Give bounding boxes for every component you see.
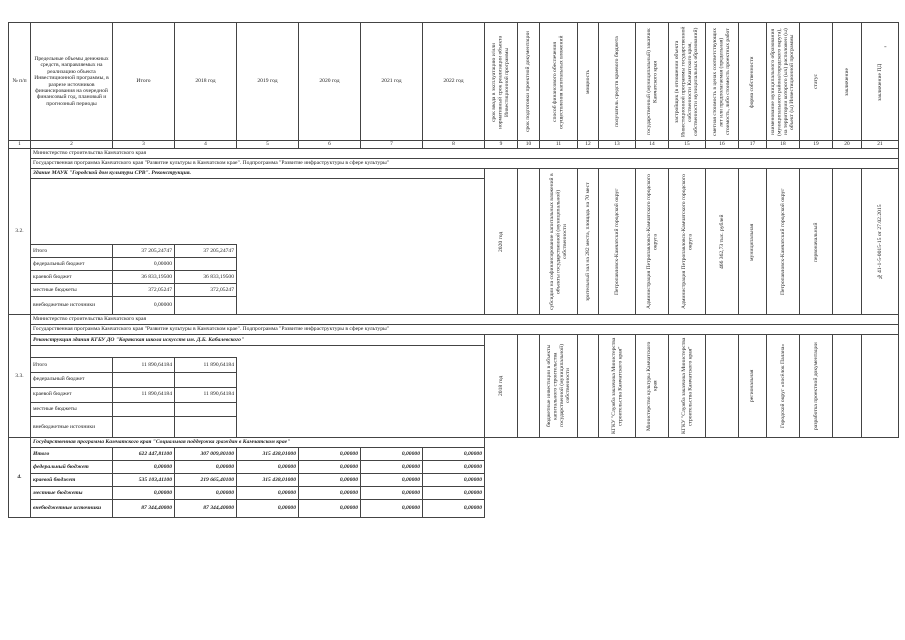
budget-recipient-text: КГКУ "Служба заказчика Министерства строительства Камчатского края" <box>610 337 623 435</box>
investment-program-table-sheet <box>8 22 898 570</box>
header-col21-text: заключение ПД <box>876 62 883 101</box>
design-conclusion <box>862 169 899 315</box>
row-number: 4. <box>9 438 31 518</box>
estimated-cost <box>706 169 739 315</box>
funding-total <box>113 402 175 417</box>
funding-total <box>113 417 175 438</box>
funding-total: 37 205,24747 <box>113 245 175 258</box>
funding-2018: 307 009,80100 <box>175 448 237 461</box>
header-col1: № п/п <box>9 23 31 141</box>
status-text: разработка проектной документации <box>812 342 819 430</box>
funding-source: внебюджетные источники <box>31 297 113 315</box>
status <box>800 169 833 315</box>
header-col15 <box>669 23 706 141</box>
header-col11 <box>540 23 578 141</box>
header-col12 <box>578 23 599 141</box>
margin-mark: - <box>884 42 887 51</box>
funding-total: 11 890,64184 <box>113 387 175 402</box>
blank-cell <box>423 346 485 357</box>
funding-2020: 0,00000 <box>299 487 361 500</box>
municipality <box>767 169 800 315</box>
funding-2020: 0,00000 <box>299 474 361 487</box>
blank-cell <box>237 179 299 245</box>
funding-2018 <box>175 417 237 438</box>
budget-recipient <box>599 335 636 438</box>
program-title: Государственная программа Камчатского края "Развитие культуры в Камчатском крае". Подпрограмма "Развитие инфраструктуры в сфере культуры" <box>31 159 899 169</box>
header-row <box>9 23 899 141</box>
funding-source: федеральный бюджет <box>31 461 113 474</box>
header-col17-text: форма собственности <box>749 55 756 108</box>
funding-2020: 0,00000 <box>299 461 361 474</box>
blank-cell <box>299 179 361 245</box>
blank-cell <box>237 346 299 357</box>
blank-cell <box>113 179 175 245</box>
header-col16 <box>706 23 739 141</box>
funding-2018: 36 833,19500 <box>175 271 237 284</box>
funding-2018: 11 890,64184 <box>175 387 237 402</box>
commission-year <box>485 169 518 315</box>
column-number: 16 <box>706 141 739 149</box>
header-col17 <box>739 23 767 141</box>
blank-cell <box>423 179 485 245</box>
header-col8: 2022 год <box>423 23 485 141</box>
funding-2018: 219 665,40100 <box>175 474 237 487</box>
funding-total: 0,00000 <box>113 258 175 271</box>
commission-year-text: 2020 год <box>497 231 504 252</box>
ministry-title: Министерство строительства Камчатского края <box>31 149 899 159</box>
funding-2021: 0,00000 <box>361 474 423 487</box>
municipality-text: Петропавловск-Камчатский городской округ <box>779 188 786 295</box>
budget-recipient <box>599 169 636 315</box>
funding-source: местные бюджеты <box>31 487 113 500</box>
column-number: 11 <box>540 141 578 149</box>
object-title: Здание МАУК "Городской дом культуры СРВ". Реконструкция. <box>31 169 485 179</box>
funding-source: местные бюджеты <box>31 284 113 297</box>
column-number: 8 <box>423 141 485 149</box>
financing-method <box>540 169 578 315</box>
blank-cell <box>175 346 237 357</box>
funding-2018 <box>175 402 237 417</box>
funding-source: краевой бюджет <box>31 387 113 402</box>
program-row <box>9 325 899 335</box>
header-col6: 2020 год <box>299 23 361 141</box>
object-row <box>9 169 899 179</box>
capacity-text: зрительный зал на 282 места, площадь на 70 мест <box>584 182 591 301</box>
budget-recipient-text: Петропавловск-Камчатский городской округ <box>613 188 620 295</box>
program-title: Государственная программа Камчатского края "Социальная поддержка граждан в Камчатском крае" <box>31 438 485 448</box>
blank-cell <box>237 387 485 402</box>
blank-cell <box>237 284 485 297</box>
funding-2018 <box>175 297 237 315</box>
status <box>800 335 833 438</box>
program-row <box>9 159 899 169</box>
column-number: 15 <box>669 141 706 149</box>
blank-cell <box>237 258 485 271</box>
ownership-form-text: региональная <box>749 369 756 403</box>
header-col4: 2018 год <box>175 23 237 141</box>
column-number: 1 <box>9 141 31 149</box>
column-number: 5 <box>237 141 299 149</box>
ministry-row <box>9 149 899 159</box>
funding-source: Итого <box>31 448 113 461</box>
column-number: 7 <box>361 141 423 149</box>
header-col2: Предельные объемы денежных средств, направляемых на реализацию объекта Инвестиционной программы, в разрезе источников финансирования на очередной финансовый год, плановый и прогнозный периоды <box>31 23 113 141</box>
header-col9 <box>485 23 518 141</box>
funding-source: краевой бюджет <box>31 271 113 284</box>
funding-2018: 0,00000 <box>175 487 237 500</box>
municipality <box>767 335 800 438</box>
funding-2019: 315 438,01000 <box>237 448 299 461</box>
column-number: 3 <box>113 141 175 149</box>
header-col13 <box>599 23 636 141</box>
column-number: 12 <box>578 141 599 149</box>
design-conclusion <box>862 335 899 438</box>
column-number: 6 <box>299 141 361 149</box>
funding-source: федеральный бюджет <box>31 372 113 387</box>
column-number: 10 <box>518 141 540 149</box>
funding-2018: 372,05247 <box>175 284 237 297</box>
header-col18 <box>767 23 800 141</box>
ownership-form <box>739 169 767 315</box>
funding-2019: 0,00000 <box>237 487 299 500</box>
financing-method <box>540 335 578 438</box>
customer <box>636 335 669 438</box>
column-number: 21 <box>862 141 899 149</box>
funding-source: местные бюджеты <box>31 402 113 417</box>
developer <box>669 169 706 315</box>
capacity <box>578 169 599 315</box>
developer-text: Администрация Петропавловск-Камчатского городского округа <box>680 174 693 309</box>
header-col10 <box>518 23 540 141</box>
funding-2022: 0,00000 <box>423 474 485 487</box>
blank-cell <box>299 346 361 357</box>
blank-area <box>485 438 899 518</box>
funding-2019: 0,00000 <box>237 500 299 518</box>
column-number: 9 <box>485 141 518 149</box>
funding-total: 11 890,64184 <box>113 357 175 372</box>
header-col7: 2021 год <box>361 23 423 141</box>
header-col18-text: наименование муниципального образования (муниципального района/городского округа), на территории которого (ых) расположен (ы) объект (ы) Инвестиционной программы <box>770 27 796 136</box>
header-col20-text: заключение <box>843 67 850 96</box>
column-number: 2 <box>31 141 113 149</box>
column-number: 4 <box>175 141 237 149</box>
funding-2018: 0,00000 <box>175 461 237 474</box>
funding-2022: 0,00000 <box>423 461 485 474</box>
header-col9-text: срок ввода в эксплуатацию и/или нормативный срок реализации объекта Инвестиционной программы <box>491 35 511 129</box>
capacity <box>578 335 599 438</box>
funding-source: Итого <box>31 245 113 258</box>
column-number: 18 <box>767 141 800 149</box>
funding-source: краевой бюджет <box>31 474 113 487</box>
conclusion <box>833 335 862 438</box>
header-col5: 2019 год <box>237 23 299 141</box>
blank-cell <box>237 372 485 387</box>
funding-2020: 0,00000 <box>299 448 361 461</box>
ownership-form <box>739 335 767 438</box>
funding-2018: 11 890,64184 <box>175 357 237 372</box>
header-col3: Итого <box>113 23 175 141</box>
program-row <box>9 438 899 448</box>
funding-total: 0,00000 <box>113 461 175 474</box>
funding-2018: 87 344,40000 <box>175 500 237 518</box>
blank-cell <box>31 179 113 245</box>
funding-2018 <box>175 372 237 387</box>
estimated-cost-text: 466 362,73 тыс. рублей <box>718 214 725 269</box>
object-title: Реконструкция здания КГБУ ДО "Корякская школа искусств им. Д.Б. Кабалевского" <box>31 335 485 346</box>
funding-2021: 0,00000 <box>361 448 423 461</box>
column-number-row <box>9 141 899 149</box>
status-text: первоначальный <box>812 221 819 262</box>
commission-year-text: 2018 год <box>497 375 504 397</box>
conclusion <box>833 169 862 315</box>
funding-total <box>113 372 175 387</box>
customer-text: Администрация Петропавловск-Камчатского городского округа <box>645 174 658 309</box>
funding-total: 36 833,19500 <box>113 271 175 284</box>
estimated-cost <box>706 335 739 438</box>
column-number: 17 <box>739 141 767 149</box>
ministry-row <box>9 315 899 325</box>
funding-total: 87 344,40000 <box>113 500 175 518</box>
blank-cell <box>237 357 485 372</box>
municipality-text: Городской округ «посёлок Палана» <box>779 343 786 429</box>
header-col19 <box>800 23 833 141</box>
header-col11-text: способ финансового обеспечения осуществления капитальных вложений <box>552 34 565 129</box>
developer-text: КГКУ "Служба заказчика Министерства строительства Камчатского края" <box>680 337 693 435</box>
blank-cell <box>31 346 113 357</box>
design-deadline <box>518 335 540 438</box>
design-deadline <box>518 169 540 315</box>
funding-2019: 315 438,01000 <box>237 474 299 487</box>
funding-2022: 0,00000 <box>423 487 485 500</box>
funding-source: внебюджетные источники <box>31 500 113 518</box>
blank-cell <box>361 346 423 357</box>
funding-total: 622 447,81100 <box>113 448 175 461</box>
header-col14-text: государственный (муниципальный) заказчик Камчатского края <box>645 28 658 135</box>
blank-cell <box>237 297 485 315</box>
investment-program-table <box>8 22 899 518</box>
funding-total: 372,05247 <box>113 284 175 297</box>
financing-method-text: субсидии на софинансирование капитальных вложений в объекты государственной (муниципальной) собственности <box>548 173 568 310</box>
header-col16-text: сметная стоимость в ценах соответствующих лет или предполагаемая (предельная) стоимость, либо стоимость проектных работ <box>712 27 732 136</box>
header-col13-text: получатель средств краевого бюджета <box>613 36 620 127</box>
funding-source: Итого <box>31 357 113 372</box>
funding-2018: 37 205,24747 <box>175 245 237 258</box>
header-col19-text: статус <box>812 74 819 89</box>
blank-cell <box>361 179 423 245</box>
funding-2018 <box>175 258 237 271</box>
funding-2021: 0,00000 <box>361 487 423 500</box>
funding-2019: 0,00000 <box>237 461 299 474</box>
blank-cell <box>237 245 485 258</box>
funding-total: 0,00000 <box>113 487 175 500</box>
customer-text: Министерство культуры Камчатского края <box>645 341 658 431</box>
blank-cell <box>237 417 485 438</box>
column-number: 20 <box>833 141 862 149</box>
ownership-form-text: муниципальная <box>749 222 756 261</box>
funding-source: внебюджетные источники <box>31 417 113 438</box>
header-col12-text: мощность <box>584 69 591 94</box>
funding-2021: 0,00000 <box>361 500 423 518</box>
blank-cell <box>237 271 485 284</box>
design-conclusion-text: №41-1-5-0015-15 от 27.02.2015 <box>876 204 883 279</box>
customer <box>636 169 669 315</box>
header-col10-text: срок подготовки проектной документации <box>525 31 532 132</box>
funding-total: 535 103,41100 <box>113 474 175 487</box>
funding-total: 0,00000 <box>113 297 175 315</box>
developer <box>669 335 706 438</box>
funding-source: федеральный бюджет <box>31 258 113 271</box>
row-number: 3.3. <box>9 315 31 438</box>
column-number: 19 <box>800 141 833 149</box>
object-row <box>9 335 899 346</box>
program-title: Государственная программа Камчатского края "Развитие культуры в Камчатском крае". Подпрограмма "Развитие инфраструктуры в сфере культуры" <box>31 325 899 335</box>
funding-2022: 0,00000 <box>423 448 485 461</box>
blank-cell <box>237 402 485 417</box>
funding-2022: 0,00000 <box>423 500 485 518</box>
header-col15-text: застройщик (в отношении объекта Инвестиционной программы государственной собственности Камчатского края, собственности муниципальных образований) <box>674 26 700 137</box>
blank-cell <box>175 179 237 245</box>
financing-method-text: бюджетные инвестиции в объекты капитального строительства государственной (муниципальной) собственности <box>545 344 571 428</box>
row-number: 3.2. <box>9 149 31 315</box>
header-col20 <box>833 23 862 141</box>
ministry-title: Министерство строительства Камчатского края <box>31 315 899 325</box>
blank-cell <box>113 346 175 357</box>
header-col21 <box>862 23 899 141</box>
header-col14 <box>636 23 669 141</box>
column-number: 13 <box>599 141 636 149</box>
column-number: 14 <box>636 141 669 149</box>
funding-2020: 0,00000 <box>299 500 361 518</box>
funding-2021: 0,00000 <box>361 461 423 474</box>
commission-year <box>485 335 518 438</box>
